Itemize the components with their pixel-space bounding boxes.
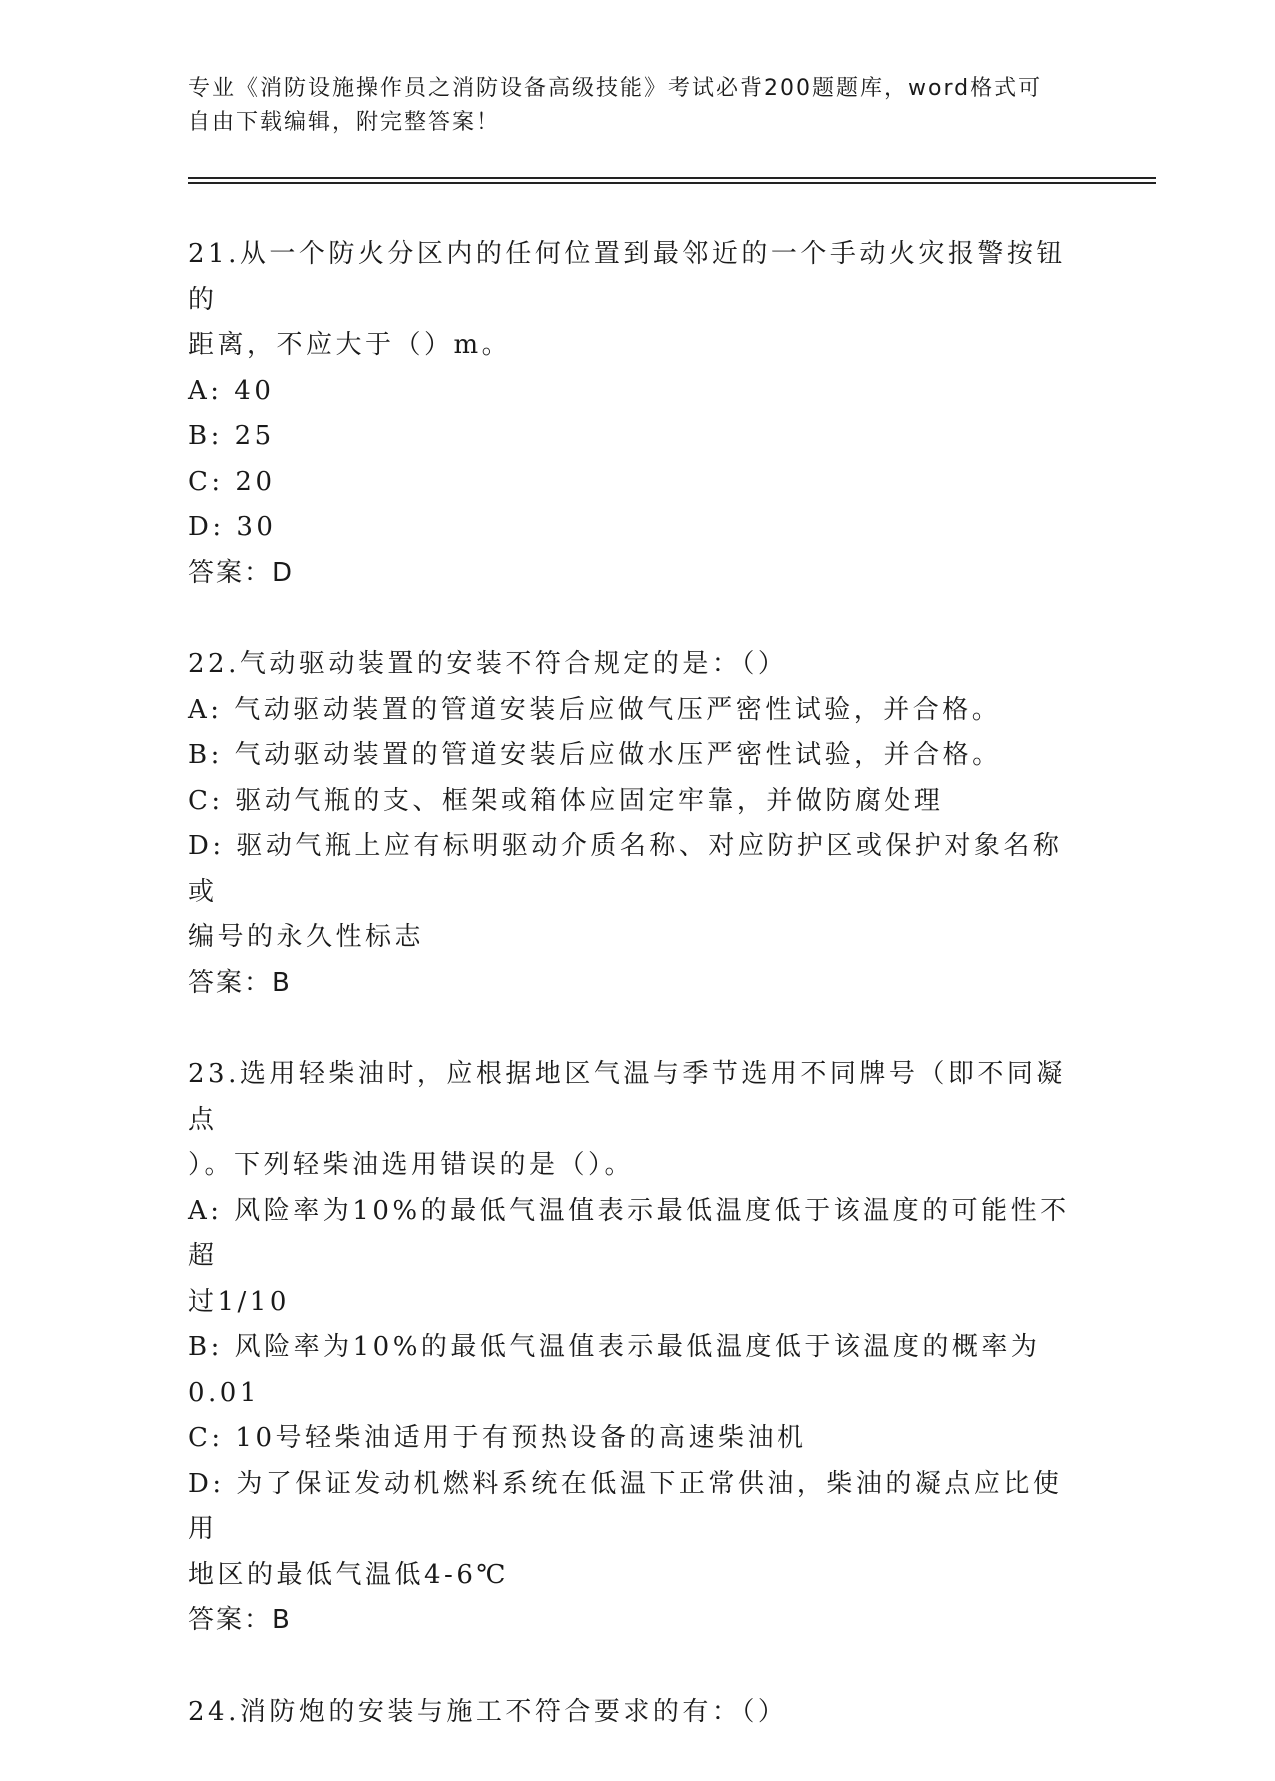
header-line-1: 专业《消防设施操作员之消防设备高级技能》考试必背200题题库，word格式可 bbox=[188, 76, 1043, 101]
question-text: 24.消防炮的安装与施工不符合要求的有：（） bbox=[188, 1696, 788, 1727]
option-d: D: 30 bbox=[188, 512, 277, 542]
answer-line: 答案：B bbox=[188, 967, 292, 998]
option-c: C: 10号轻柴油适用于有预热设备的高速柴油机 bbox=[188, 1423, 807, 1453]
option-d-continued: 编号的永久性标志 bbox=[188, 922, 425, 952]
option-a: A: 气动驱动装置的管道安装后应做气压严密性试验，并合格。 bbox=[188, 694, 1002, 725]
question-21 bbox=[188, 232, 1088, 596]
option-a: A: 40 bbox=[188, 375, 275, 406]
answer-line: 答案：B bbox=[188, 1605, 292, 1635]
option-c: C: 驱动气瓶的支、框架或箱体应固定牢靠，并做防腐处理 bbox=[188, 785, 944, 816]
question-23 bbox=[188, 1052, 1088, 1644]
document-header bbox=[188, 72, 1088, 140]
option-a: A: 风险率为10%的最低气温值表示最低温度低于该温度的可能性不超 bbox=[188, 1195, 1070, 1271]
header-divider-top bbox=[188, 177, 1156, 179]
question-text: 23.选用轻柴油时，应根据地区气温与季节选用不同牌号（即不同凝点 bbox=[188, 1059, 1066, 1135]
question-text: 22.气动驱动装置的安装不符合规定的是：（） bbox=[188, 649, 788, 679]
option-b: B: 风险率为10%的最低气温值表示最低温度低于该温度的概率为0.01 bbox=[188, 1332, 1041, 1408]
header-line-2: 自由下载编辑，附完整答案！ bbox=[188, 110, 501, 135]
option-c: C: 20 bbox=[188, 466, 276, 497]
question-list bbox=[188, 232, 1088, 1781]
option-a-continued: 过1/10 bbox=[188, 1286, 290, 1317]
question-text: 距离，不应大于（）m。 bbox=[188, 330, 512, 360]
question-24 bbox=[188, 1690, 1088, 1736]
header-divider-bottom bbox=[188, 182, 1156, 184]
question-text: 21.从一个防火分区内的任何位置到最邻近的一个手动火灾报警按钮的 bbox=[188, 239, 1066, 315]
answer-line: 答案：D bbox=[188, 557, 295, 588]
option-b: B: 气动驱动装置的管道安装后应做水压严密性试验，并合格。 bbox=[188, 740, 1002, 770]
option-d: D: 驱动气瓶上应有标明驱动介质名称、对应防护区或保护对象名称或 bbox=[188, 831, 1063, 907]
option-d: D: 为了保证发动机燃料系统在低温下正常供油，柴油的凝点应比使用 bbox=[188, 1468, 1063, 1544]
option-b: B: 25 bbox=[188, 421, 275, 451]
question-22 bbox=[188, 642, 1088, 1006]
question-text: ）。下列轻柴油选用错误的是（）。 bbox=[188, 1150, 635, 1180]
option-d-continued: 地区的最低气温低4-6℃ bbox=[188, 1559, 509, 1590]
